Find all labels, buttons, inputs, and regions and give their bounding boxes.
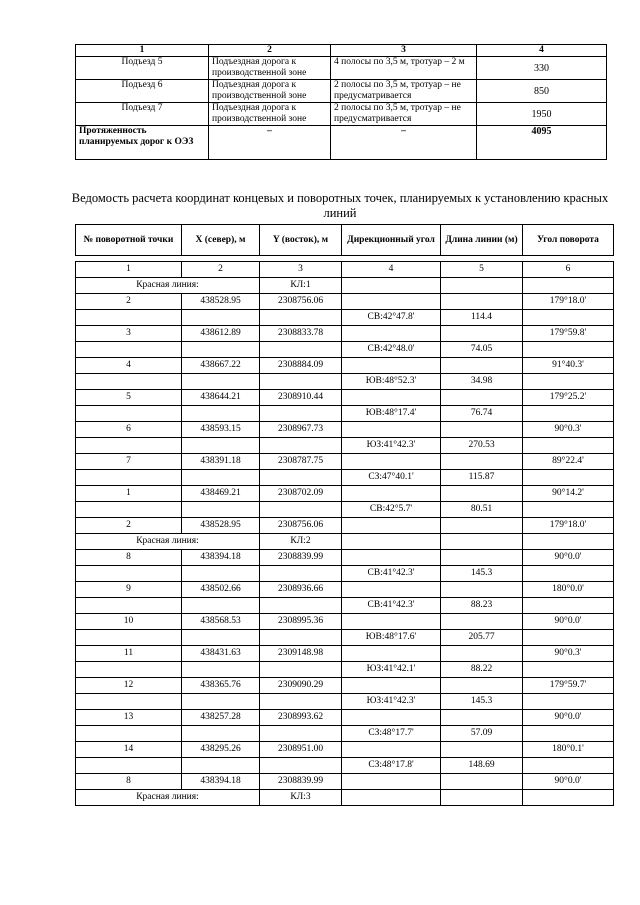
line-length: 74.05 — [441, 342, 523, 358]
empty-cell — [182, 470, 260, 486]
y-coordinate: 2308839.99 — [260, 774, 342, 790]
x-coordinate: 438612.89 — [182, 326, 260, 342]
red-line-row — [76, 534, 614, 550]
empty-cell — [523, 790, 614, 806]
empty-cell — [182, 438, 260, 454]
direction-angle: СЗ:48°17.8' — [342, 758, 441, 774]
empty-cell — [342, 294, 441, 310]
point-number: 10 — [76, 614, 182, 630]
empty-cell — [441, 774, 523, 790]
segment-row — [76, 758, 614, 774]
direction-angle: СВ:41°42.3' — [342, 566, 441, 582]
empty-cell — [260, 566, 342, 582]
empty-cell — [182, 630, 260, 646]
empty-cell — [182, 310, 260, 326]
x-coordinate: 438257.28 — [182, 710, 260, 726]
road-length: 850 — [477, 80, 607, 103]
total-dash: – — [331, 126, 477, 160]
line-length: 145.3 — [441, 566, 523, 582]
line-length: 34.98 — [441, 374, 523, 390]
roads-header-cell: 2 — [209, 45, 331, 57]
x-coordinate: 438365.76 — [182, 678, 260, 694]
direction-angle: СЗ:48°17.7' — [342, 726, 441, 742]
segment-row — [76, 630, 614, 646]
empty-cell — [523, 406, 614, 422]
red-line-code: КЛ:2 — [260, 534, 342, 550]
red-line-row — [76, 790, 614, 806]
turn-angle: 179°59.7' — [523, 678, 614, 694]
empty-cell — [523, 662, 614, 678]
coords-table — [75, 261, 614, 806]
x-coordinate: 438667.22 — [182, 358, 260, 374]
empty-cell — [76, 470, 182, 486]
point-number: 8 — [76, 550, 182, 566]
empty-cell — [441, 582, 523, 598]
coords-header-cell: № поворотной точки — [76, 225, 182, 256]
point-number: 11 — [76, 646, 182, 662]
coords-header-row — [76, 225, 614, 256]
segment-row — [76, 406, 614, 422]
x-coordinate: 438469.21 — [182, 486, 260, 502]
y-coordinate: 2309090.29 — [260, 678, 342, 694]
point-row — [76, 614, 614, 630]
x-coordinate: 438431.63 — [182, 646, 260, 662]
empty-cell — [441, 454, 523, 470]
x-coordinate: 438295.26 — [182, 742, 260, 758]
empty-cell — [342, 390, 441, 406]
empty-cell — [523, 470, 614, 486]
column-number: 3 — [260, 262, 342, 278]
point-number: 3 — [76, 326, 182, 342]
road-name: Подъезд 5 — [76, 57, 209, 80]
turn-angle: 90°0.3' — [523, 422, 614, 438]
turn-angle: 89°22.4' — [523, 454, 614, 470]
direction-angle: СВ:42°5.7' — [342, 502, 441, 518]
empty-cell — [523, 278, 614, 294]
y-coordinate: 2308951.00 — [260, 742, 342, 758]
point-row — [76, 294, 614, 310]
segment-row — [76, 342, 614, 358]
roads-table — [75, 44, 607, 160]
empty-cell — [182, 566, 260, 582]
empty-cell — [342, 454, 441, 470]
table-row — [76, 57, 607, 80]
point-number: 7 — [76, 454, 182, 470]
empty-cell — [342, 486, 441, 502]
point-number: 14 — [76, 742, 182, 758]
empty-cell — [441, 278, 523, 294]
point-number: 13 — [76, 710, 182, 726]
point-row — [76, 646, 614, 662]
empty-cell — [342, 358, 441, 374]
line-length: 88.22 — [441, 662, 523, 678]
empty-cell — [182, 758, 260, 774]
red-line-label: Красная линия: — [76, 534, 260, 550]
direction-angle: ЮВ:48°17.6' — [342, 630, 441, 646]
empty-cell — [260, 758, 342, 774]
empty-cell — [260, 374, 342, 390]
turn-angle: 90°0.0' — [523, 614, 614, 630]
turn-angle: 91°40.3' — [523, 358, 614, 374]
empty-cell — [441, 534, 523, 550]
empty-cell — [260, 342, 342, 358]
turn-angle: 90°14.2' — [523, 486, 614, 502]
red-line-label: Красная линия: — [76, 278, 260, 294]
point-number: 8 — [76, 774, 182, 790]
y-coordinate: 2308839.99 — [260, 550, 342, 566]
direction-angle: ЮВ:48°52.3' — [342, 374, 441, 390]
road-name: Подъезд 6 — [76, 80, 209, 103]
empty-cell — [441, 678, 523, 694]
x-coordinate: 438528.95 — [182, 294, 260, 310]
line-length: 148.69 — [441, 758, 523, 774]
column-number: 6 — [523, 262, 614, 278]
road-lanes: 4 полосы по 3,5 м, тротуар – 2 м — [331, 57, 477, 80]
empty-cell — [523, 438, 614, 454]
point-row — [76, 550, 614, 566]
turn-angle: 179°18.0' — [523, 294, 614, 310]
column-number: 5 — [441, 262, 523, 278]
roads-header-cell: 4 — [477, 45, 607, 57]
empty-cell — [523, 598, 614, 614]
empty-cell — [342, 774, 441, 790]
turn-angle: 179°59.8' — [523, 326, 614, 342]
empty-cell — [260, 406, 342, 422]
road-lanes: 2 полосы по 3,5 м, тротуар – не предусматривается — [331, 103, 477, 126]
point-row — [76, 774, 614, 790]
empty-cell — [260, 630, 342, 646]
direction-angle: СЗ:47°40.1' — [342, 470, 441, 486]
empty-cell — [523, 726, 614, 742]
point-number: 12 — [76, 678, 182, 694]
point-number: 4 — [76, 358, 182, 374]
empty-cell — [342, 534, 441, 550]
empty-cell — [76, 406, 182, 422]
point-row — [76, 358, 614, 374]
table-row — [76, 103, 607, 126]
empty-cell — [76, 726, 182, 742]
x-coordinate: 438528.95 — [182, 518, 260, 534]
empty-cell — [260, 438, 342, 454]
turn-angle: 90°0.0' — [523, 550, 614, 566]
point-row — [76, 678, 614, 694]
y-coordinate: 2308756.06 — [260, 518, 342, 534]
direction-angle: СВ:42°48.0' — [342, 342, 441, 358]
line-length: 76.74 — [441, 406, 523, 422]
x-coordinate: 438394.18 — [182, 774, 260, 790]
segment-row — [76, 662, 614, 678]
point-row — [76, 486, 614, 502]
y-coordinate: 2308833.78 — [260, 326, 342, 342]
empty-cell — [76, 310, 182, 326]
x-coordinate: 438391.18 — [182, 454, 260, 470]
empty-cell — [441, 518, 523, 534]
empty-cell — [342, 422, 441, 438]
point-row — [76, 422, 614, 438]
coords-header-cell: Длина линии (м) — [441, 225, 523, 256]
x-coordinate: 438593.15 — [182, 422, 260, 438]
point-row — [76, 454, 614, 470]
empty-cell — [342, 742, 441, 758]
segment-row — [76, 470, 614, 486]
empty-cell — [441, 790, 523, 806]
empty-cell — [342, 790, 441, 806]
empty-cell — [342, 678, 441, 694]
empty-cell — [342, 326, 441, 342]
coords-header-table — [75, 224, 614, 256]
segment-row — [76, 566, 614, 582]
line-length: 270.53 — [441, 438, 523, 454]
empty-cell — [260, 726, 342, 742]
empty-cell — [342, 582, 441, 598]
empty-cell — [523, 566, 614, 582]
point-row — [76, 742, 614, 758]
y-coordinate: 2308787.75 — [260, 454, 342, 470]
empty-cell — [342, 550, 441, 566]
point-row — [76, 582, 614, 598]
empty-cell — [76, 598, 182, 614]
x-coordinate: 438568.53 — [182, 614, 260, 630]
empty-cell — [76, 758, 182, 774]
segment-row — [76, 694, 614, 710]
line-length: 88.23 — [441, 598, 523, 614]
roads-header-cell: 3 — [331, 45, 477, 57]
y-coordinate: 2308884.09 — [260, 358, 342, 374]
total-dash: – — [209, 126, 331, 160]
empty-cell — [182, 726, 260, 742]
turn-angle: 90°0.0' — [523, 710, 614, 726]
empty-cell — [76, 438, 182, 454]
empty-cell — [523, 694, 614, 710]
point-number: 5 — [76, 390, 182, 406]
turn-angle: 90°0.0' — [523, 774, 614, 790]
empty-cell — [523, 630, 614, 646]
empty-cell — [441, 326, 523, 342]
roads-header-cell: 1 — [76, 45, 209, 57]
empty-cell — [76, 342, 182, 358]
x-coordinate: 438502.66 — [182, 582, 260, 598]
empty-cell — [260, 662, 342, 678]
column-number: 2 — [182, 262, 260, 278]
direction-angle: ЮЗ:41°42.1' — [342, 662, 441, 678]
empty-cell — [441, 390, 523, 406]
empty-cell — [441, 294, 523, 310]
empty-cell — [182, 694, 260, 710]
empty-cell — [342, 646, 441, 662]
red-line-row — [76, 278, 614, 294]
point-number: 1 — [76, 486, 182, 502]
empty-cell — [260, 694, 342, 710]
empty-cell — [523, 534, 614, 550]
empty-cell — [260, 598, 342, 614]
coords-number-row — [76, 262, 614, 278]
turn-angle: 179°25.2' — [523, 390, 614, 406]
point-row — [76, 326, 614, 342]
turn-angle: 90°0.3' — [523, 646, 614, 662]
empty-cell — [342, 278, 441, 294]
y-coordinate: 2308936.66 — [260, 582, 342, 598]
empty-cell — [182, 342, 260, 358]
segment-row — [76, 310, 614, 326]
road-type: Подъездная дорога к производственной зоне — [209, 103, 331, 126]
empty-cell — [76, 694, 182, 710]
y-coordinate: 2308910.44 — [260, 390, 342, 406]
x-coordinate: 438394.18 — [182, 550, 260, 566]
point-number: 2 — [76, 518, 182, 534]
empty-cell — [523, 310, 614, 326]
empty-cell — [76, 662, 182, 678]
line-length: 205.77 — [441, 630, 523, 646]
empty-cell — [441, 710, 523, 726]
total-label: Протяженность планируемых дорог к ОЭЗ — [76, 126, 209, 160]
line-length: 145.3 — [441, 694, 523, 710]
point-number: 9 — [76, 582, 182, 598]
section-title: Ведомость расчета координат концевых и поворотных точек, планируемых к установлению красных линий — [71, 191, 609, 220]
turn-angle: 180°0.1' — [523, 742, 614, 758]
roads-header-row — [76, 45, 607, 57]
empty-cell — [260, 470, 342, 486]
line-length: 115.87 — [441, 470, 523, 486]
empty-cell — [76, 566, 182, 582]
empty-cell — [523, 342, 614, 358]
empty-cell — [523, 374, 614, 390]
y-coordinate: 2308993.62 — [260, 710, 342, 726]
y-coordinate: 2308967.73 — [260, 422, 342, 438]
red-line-code: КЛ:3 — [260, 790, 342, 806]
empty-cell — [441, 422, 523, 438]
segment-row — [76, 598, 614, 614]
coords-header-cell: X (север), м — [182, 225, 260, 256]
empty-cell — [342, 710, 441, 726]
y-coordinate: 2308995.36 — [260, 614, 342, 630]
point-row — [76, 518, 614, 534]
empty-cell — [441, 742, 523, 758]
x-coordinate: 438644.21 — [182, 390, 260, 406]
point-number: 2 — [76, 294, 182, 310]
road-name: Подъезд 7 — [76, 103, 209, 126]
empty-cell — [182, 406, 260, 422]
turn-angle: 180°0.0' — [523, 582, 614, 598]
empty-cell — [441, 358, 523, 374]
coords-header-cell: Дирекционный угол — [342, 225, 441, 256]
y-coordinate: 2308756.06 — [260, 294, 342, 310]
point-number: 6 — [76, 422, 182, 438]
empty-cell — [441, 550, 523, 566]
empty-cell — [182, 374, 260, 390]
road-length: 330 — [477, 57, 607, 80]
empty-cell — [523, 502, 614, 518]
empty-cell — [260, 310, 342, 326]
road-length: 1950 — [477, 103, 607, 126]
red-line-label: Красная линия: — [76, 790, 260, 806]
direction-angle: ЮЗ:41°42.3' — [342, 694, 441, 710]
segment-row — [76, 726, 614, 742]
empty-cell — [342, 518, 441, 534]
empty-cell — [76, 374, 182, 390]
direction-angle: СВ:41°42.3' — [342, 598, 441, 614]
segment-row — [76, 438, 614, 454]
direction-angle: ЮЗ:41°42.3' — [342, 438, 441, 454]
empty-cell — [441, 614, 523, 630]
empty-cell — [76, 630, 182, 646]
segment-row — [76, 502, 614, 518]
table-row — [76, 80, 607, 103]
empty-cell — [441, 646, 523, 662]
empty-cell — [342, 614, 441, 630]
road-type: Подъездная дорога к производственной зоне — [209, 57, 331, 80]
line-length: 80.51 — [441, 502, 523, 518]
direction-angle: ЮВ:48°17.4' — [342, 406, 441, 422]
direction-angle: СВ:42°47.8' — [342, 310, 441, 326]
road-lanes: 2 полосы по 3,5 м, тротуар – не предусматривается — [331, 80, 477, 103]
column-number: 1 — [76, 262, 182, 278]
empty-cell — [182, 598, 260, 614]
y-coordinate: 2309148.98 — [260, 646, 342, 662]
line-length: 57.09 — [441, 726, 523, 742]
total-length: 4095 — [477, 126, 607, 160]
empty-cell — [76, 502, 182, 518]
point-row — [76, 710, 614, 726]
empty-cell — [523, 758, 614, 774]
red-line-code: КЛ:1 — [260, 278, 342, 294]
empty-cell — [441, 486, 523, 502]
empty-cell — [182, 662, 260, 678]
roads-total-row — [76, 126, 607, 160]
point-row — [76, 390, 614, 406]
column-number: 4 — [342, 262, 441, 278]
coords-header-cell: Угол поворота — [523, 225, 614, 256]
road-type: Подъездная дорога к производственной зоне — [209, 80, 331, 103]
empty-cell — [260, 502, 342, 518]
y-coordinate: 2308702.09 — [260, 486, 342, 502]
segment-row — [76, 374, 614, 390]
turn-angle: 179°18.0' — [523, 518, 614, 534]
line-length: 114.4 — [441, 310, 523, 326]
empty-cell — [182, 502, 260, 518]
coords-header-cell: Y (восток), м — [260, 225, 342, 256]
